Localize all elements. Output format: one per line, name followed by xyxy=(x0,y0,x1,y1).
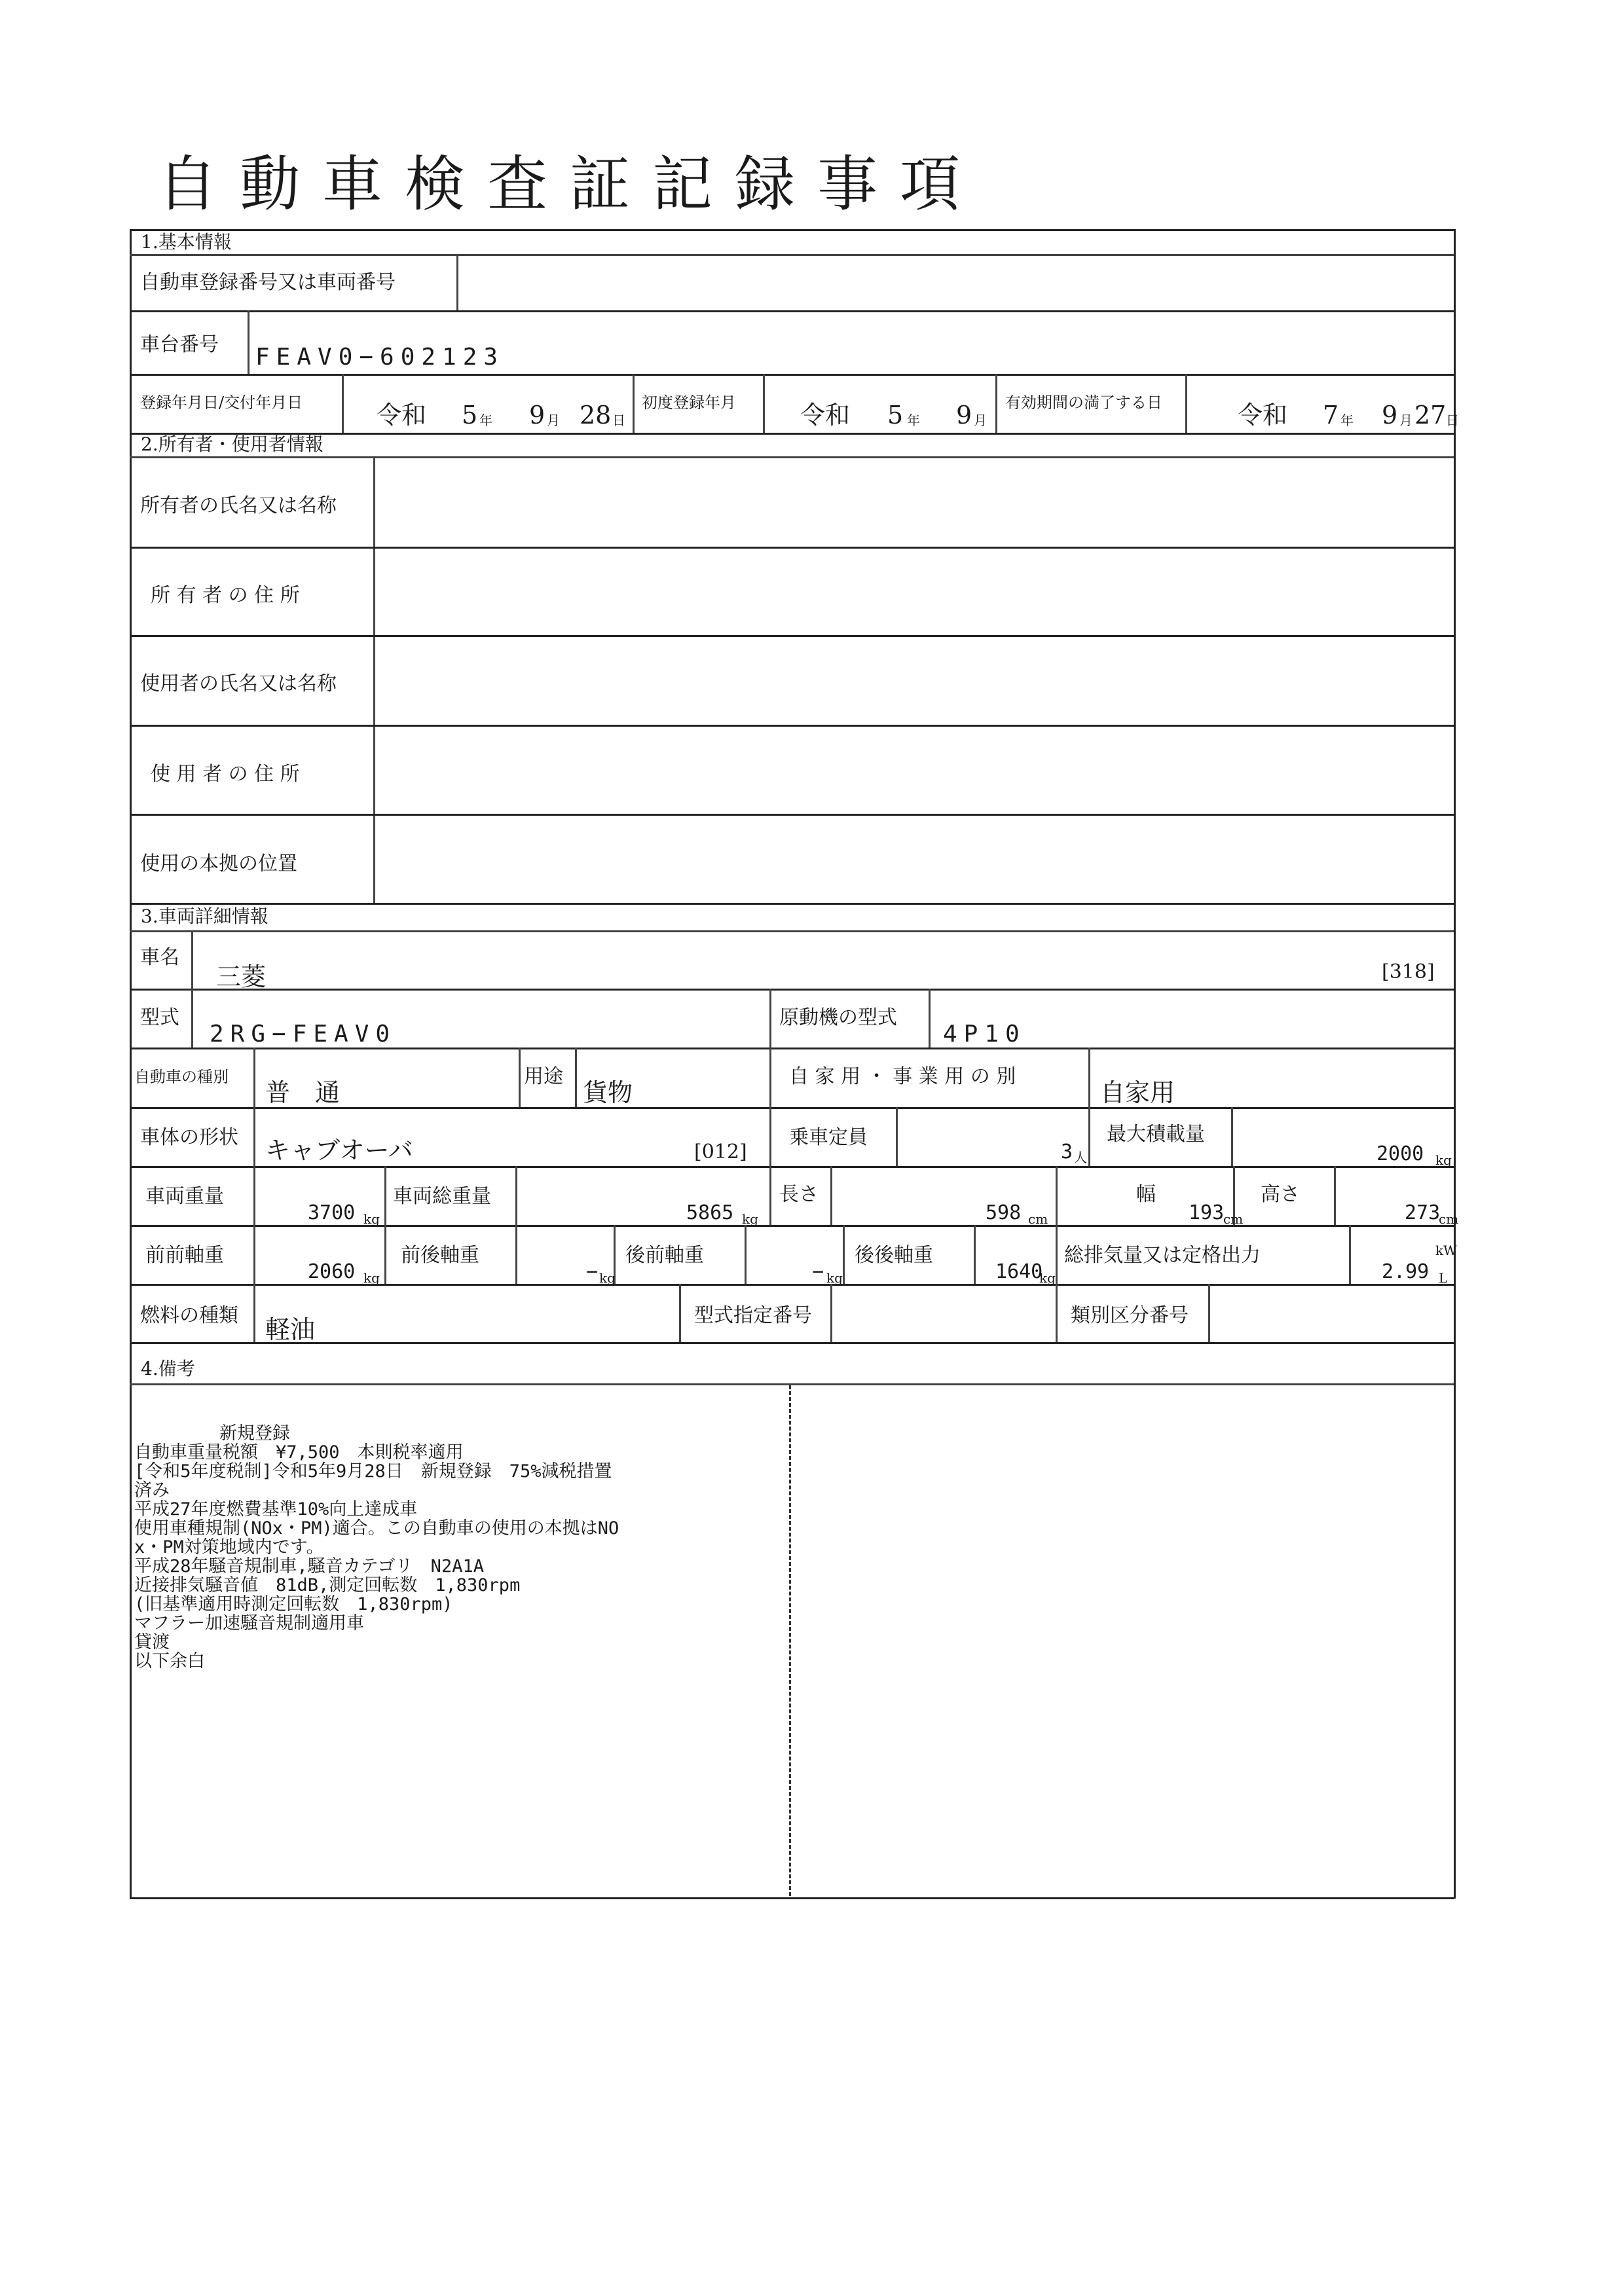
remarks-line: 使用車種規制(NOx・PM)適合。この自動車の使用の本拠はNO xyxy=(134,1518,619,1539)
max-load-value: 2000 xyxy=(1376,1142,1424,1165)
gross-weight-label: 車両総重量 xyxy=(393,1185,491,1208)
engine-model-value: 4P10 xyxy=(943,1021,1026,1048)
maker-code: [318] xyxy=(1382,960,1435,983)
vehicle-weight-label: 車両重量 xyxy=(145,1185,224,1208)
expiry-date-era: 令和 xyxy=(1238,401,1288,429)
registration-date-year: 5 xyxy=(462,401,478,429)
registration-date-era: 令和 xyxy=(377,401,427,429)
expiry-date-label: 有効期間の満了する日 xyxy=(1005,393,1162,412)
expiry-date-day-unit: 日 xyxy=(1446,412,1459,428)
passenger-capacity-label: 乗車定員 xyxy=(789,1126,868,1149)
remarks-line: x・PM対策地域内です。 xyxy=(134,1537,324,1558)
model-value: 2RG−FEAV0 xyxy=(210,1021,397,1048)
rear-front-axle-label: 後前軸重 xyxy=(625,1244,704,1267)
vehicle-kind-value: 普 通 xyxy=(265,1078,341,1107)
first-registration-label: 初度登録年月 xyxy=(642,393,736,412)
section-vehicle-details-header: 3.車両詳細情報 xyxy=(141,905,268,927)
first-registration-year: 5 xyxy=(887,401,904,429)
section-remarks-header: 4.備考 xyxy=(141,1358,195,1379)
remarks-line: [令和5年度税制]令和5年9月28日 新規登録 75%減税措置 xyxy=(134,1461,612,1482)
expiry-date-day: 27 xyxy=(1414,401,1447,429)
front-rear-axle-label: 前後軸重 xyxy=(401,1244,479,1267)
displacement-label: 総排気量又は定格出力 xyxy=(1064,1244,1261,1267)
body-shape-value: キャブオーバ xyxy=(265,1136,413,1165)
displacement-value: 2.99 xyxy=(1382,1260,1430,1283)
height-unit: cm xyxy=(1439,1211,1459,1227)
height-value: 273 xyxy=(1405,1201,1441,1224)
maker-value: 三菱 xyxy=(216,962,267,991)
vehicle-weight-value: 3700 xyxy=(308,1201,356,1224)
registration-date-label: 登録年月日/交付年月日 xyxy=(140,393,303,412)
remarks-line: 近接排気騒音値 81dB,測定回転数 1,830rpm xyxy=(134,1575,521,1595)
chassis-number-value: FEAV0−602123 xyxy=(255,344,505,371)
user-name-label: 使用者の氏名又は名称 xyxy=(140,672,337,695)
owner-address-label: 所 有 者 の 住 所 xyxy=(151,584,300,607)
length-value: 598 xyxy=(986,1201,1022,1224)
front-front-axle-value: 2060 xyxy=(308,1260,356,1283)
front-front-axle-unit: kg xyxy=(363,1270,380,1286)
use-value: 貨物 xyxy=(583,1078,633,1107)
principal-location-label: 使用の本拠の位置 xyxy=(140,852,297,875)
first-registration-era: 令和 xyxy=(800,401,851,429)
front-rear-axle-value: − xyxy=(586,1260,599,1283)
body-shape-code: [012] xyxy=(694,1140,747,1163)
vehicle-weight-unit: kg xyxy=(363,1211,380,1227)
remarks-line: 自動車重量税額 ¥7,500 本則税率適用 xyxy=(134,1442,464,1463)
front-rear-axle-unit: kg xyxy=(599,1270,616,1286)
registration-date-day: 28 xyxy=(580,401,612,429)
private-business-value: 自家用 xyxy=(1100,1078,1175,1107)
expiry-date-month-unit: 月 xyxy=(1399,412,1412,428)
registration-date-day-unit: 日 xyxy=(612,412,625,428)
category-number-label: 類別区分番号 xyxy=(1071,1304,1189,1327)
first-registration-month: 9 xyxy=(956,401,972,429)
registration-date-month: 9 xyxy=(529,401,545,429)
rear-rear-axle-value: 1640 xyxy=(995,1260,1043,1283)
chassis-number-label: 車台番号 xyxy=(140,333,219,356)
remarks-line: 貸渡 xyxy=(134,1632,170,1652)
remarks-line: 新規登録 xyxy=(219,1423,290,1444)
maker-label: 車名 xyxy=(140,946,179,969)
first-registration-year-unit: 年 xyxy=(907,412,920,428)
width-label: 幅 xyxy=(1136,1183,1156,1206)
remarks-line: 平成27年度燃費基準10%向上達成車 xyxy=(134,1499,418,1520)
use-label: 用途 xyxy=(524,1065,563,1088)
displacement-unit-l: L xyxy=(1439,1270,1448,1286)
width-value: 193 xyxy=(1189,1201,1225,1224)
height-label: 高さ xyxy=(1261,1183,1300,1206)
document-title: 自動車検査証記録事項 xyxy=(157,149,983,219)
passenger-capacity-unit: 人 xyxy=(1074,1150,1087,1165)
rear-rear-axle-label: 後後軸重 xyxy=(855,1244,933,1267)
expiry-date-year: 7 xyxy=(1323,401,1339,429)
max-load-label: 最大積載量 xyxy=(1107,1123,1205,1146)
section-owner-user-header: 2.所有者・使用者情報 xyxy=(141,433,323,455)
user-address-label: 使 用 者 の 住 所 xyxy=(151,763,300,786)
expiry-date-month: 9 xyxy=(1382,401,1398,429)
max-load-unit: kg xyxy=(1435,1152,1452,1168)
remarks-line: マフラー加速騒音規制適用車 xyxy=(134,1613,364,1633)
first-registration-month-unit: 月 xyxy=(974,412,987,428)
gross-weight-value: 5865 xyxy=(686,1201,734,1224)
type-designation-label: 型式指定番号 xyxy=(694,1304,812,1327)
length-label: 長さ xyxy=(779,1183,819,1206)
gross-weight-unit: kg xyxy=(742,1211,758,1227)
remarks-line: (旧基準適用時測定回転数 1,830rpm) xyxy=(134,1594,453,1614)
registration-date-month-unit: 月 xyxy=(547,412,560,428)
remarks-line: 平成28年騒音規制車,騒音カテゴリ N2A1A xyxy=(134,1556,484,1576)
fuel-type-label: 燃料の種類 xyxy=(140,1304,238,1327)
engine-model-label: 原動機の型式 xyxy=(779,1006,897,1029)
expiry-date-year-unit: 年 xyxy=(1340,412,1354,428)
displacement-unit-kw: kW xyxy=(1435,1243,1457,1258)
body-shape-label: 車体の形状 xyxy=(140,1126,238,1149)
private-business-label: 自 家 用 ・ 事 業 用 の 別 xyxy=(789,1065,1016,1088)
vehicle-kind-label: 自動車の種別 xyxy=(134,1068,229,1086)
registration-date-year-unit: 年 xyxy=(479,412,492,428)
section-basic-info-header: 1.基本情報 xyxy=(141,231,232,253)
owner-name-label: 所有者の氏名又は名称 xyxy=(140,494,337,517)
fuel-type-value: 軽油 xyxy=(265,1315,316,1344)
registration-number-label: 自動車登録番号又は車両番号 xyxy=(140,271,396,294)
rear-rear-axle-unit: kg xyxy=(1039,1270,1056,1286)
rear-front-axle-value: − xyxy=(812,1260,824,1283)
model-label: 型式 xyxy=(140,1006,179,1029)
remarks-line: 済み xyxy=(134,1480,170,1501)
remarks-line: 以下余白 xyxy=(134,1651,205,1671)
remarks-text xyxy=(134,1424,619,1671)
passenger-capacity-value: 3 xyxy=(1061,1140,1073,1163)
width-unit: cm xyxy=(1223,1211,1244,1227)
length-unit: cm xyxy=(1028,1211,1048,1227)
front-front-axle-label: 前前軸重 xyxy=(145,1244,224,1267)
rear-front-axle-unit: kg xyxy=(826,1270,843,1286)
